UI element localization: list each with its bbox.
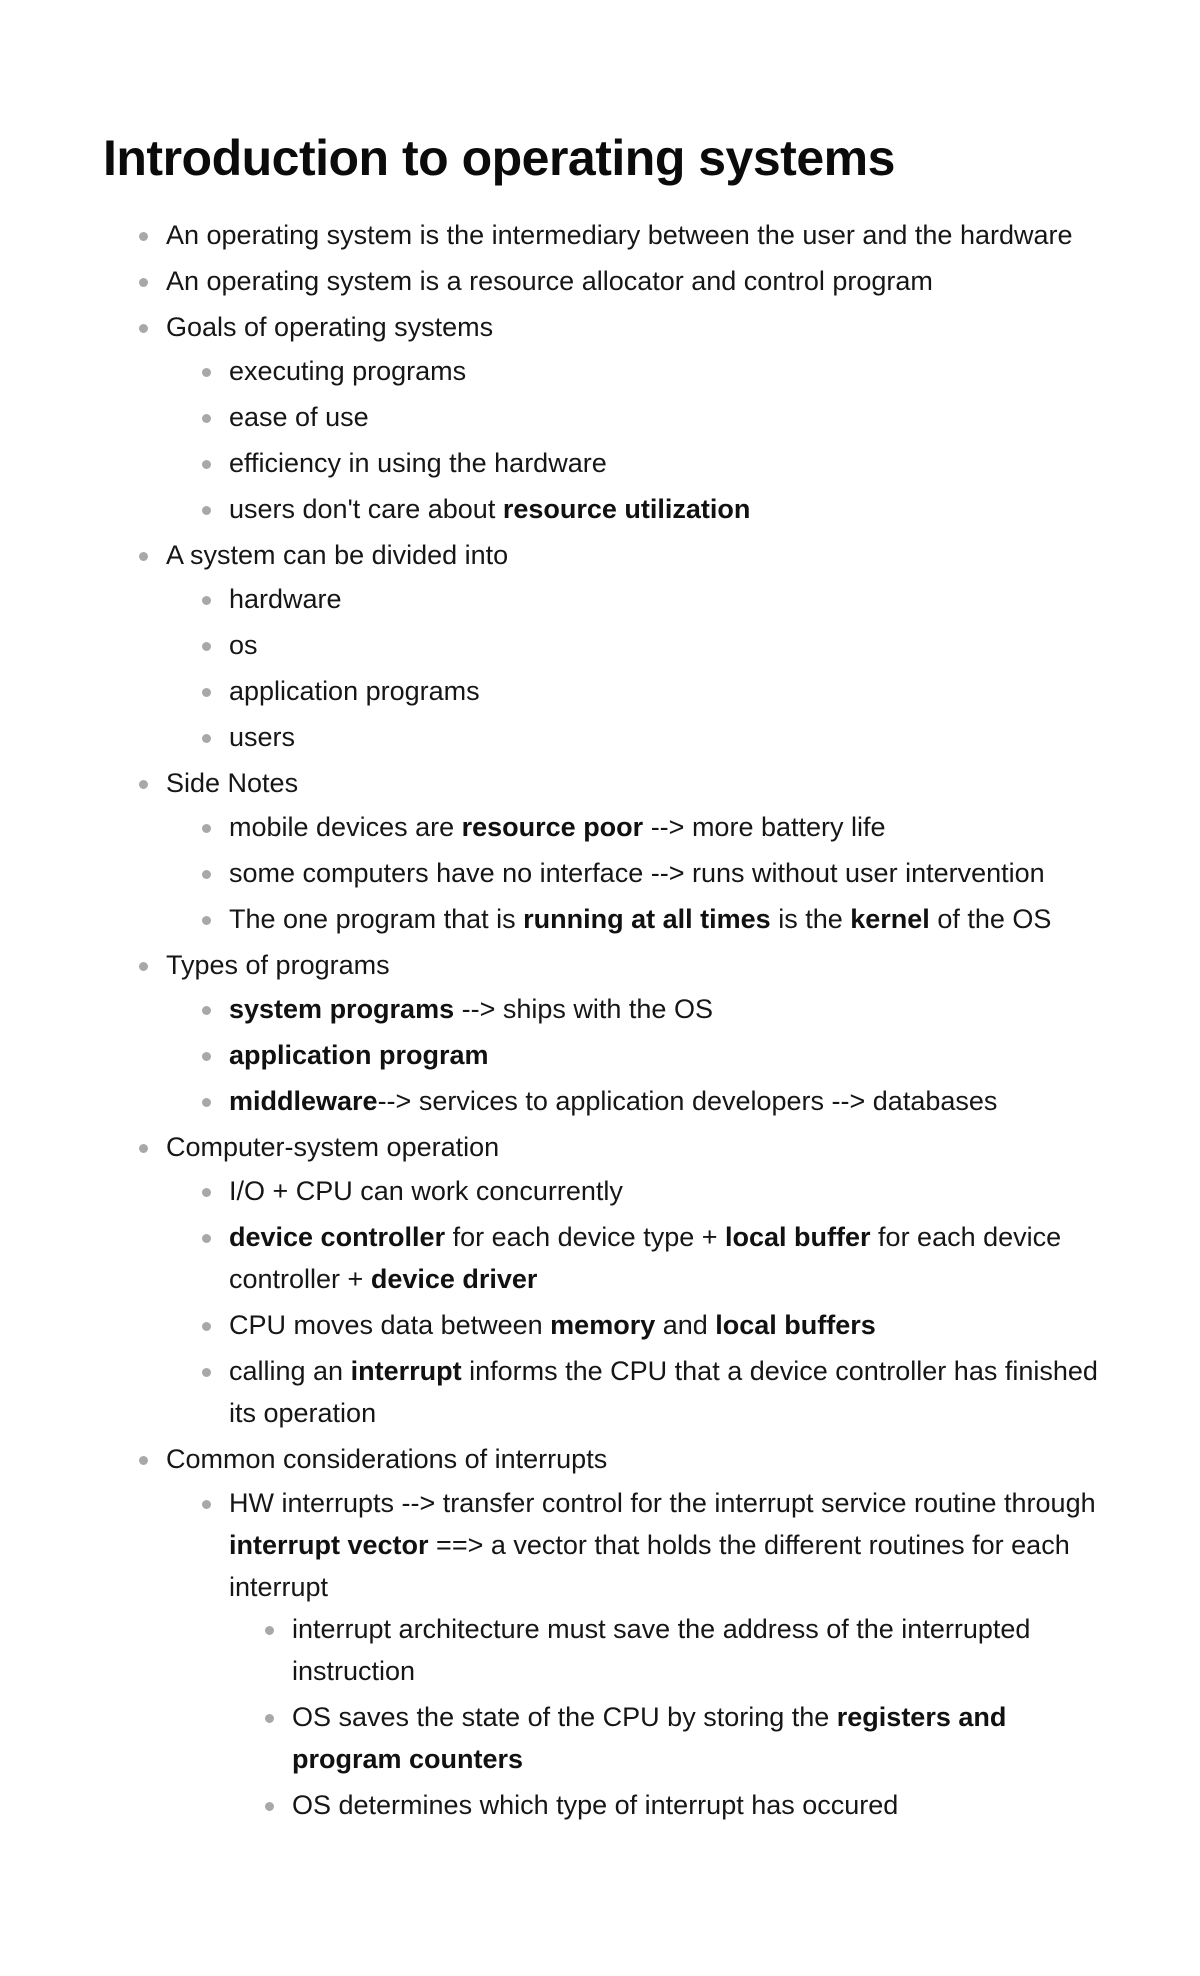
list-item xyxy=(229,1482,1100,1826)
text-segment: os xyxy=(229,630,258,660)
text-segment: Types of programs xyxy=(166,950,390,980)
list-item xyxy=(166,214,1100,256)
bullet-icon xyxy=(202,1322,211,1331)
bullet-icon xyxy=(202,1098,211,1107)
list-item xyxy=(229,624,1100,666)
bold-text: interrupt xyxy=(350,1356,462,1386)
list-item-text xyxy=(166,214,1100,256)
list-item-text xyxy=(229,1304,1100,1346)
list-item-text xyxy=(166,260,1100,302)
list-item xyxy=(166,762,1100,940)
text-segment: mobile devices are xyxy=(229,812,462,842)
list-item-text xyxy=(229,488,1100,530)
text-segment: application programs xyxy=(229,676,480,706)
bold-text: device driver xyxy=(370,1264,538,1294)
outline-list xyxy=(103,214,1100,1826)
list-item-text xyxy=(166,1438,1100,1480)
text-segment: HW interrupts --> transfer control for the interrupt service routine through xyxy=(229,1488,1096,1518)
list-item-text xyxy=(229,1034,1100,1076)
list-item-text xyxy=(229,670,1100,712)
bullet-icon xyxy=(139,232,148,241)
text-segment: is the xyxy=(770,904,851,934)
bold-text: memory xyxy=(550,1310,656,1340)
bullet-icon xyxy=(202,1052,211,1061)
list-item xyxy=(166,260,1100,302)
bullet-icon xyxy=(202,1006,211,1015)
text-segment: informs the CPU that a device controller has finished its operation xyxy=(229,1356,1098,1428)
bold-text: system programs xyxy=(229,994,455,1024)
list-item xyxy=(229,488,1100,530)
bold-text: local buffers xyxy=(715,1310,876,1340)
list-item xyxy=(229,1350,1100,1434)
list-item-text xyxy=(229,898,1100,940)
list-item xyxy=(292,1784,1100,1826)
page-title: Introduction to operating systems xyxy=(103,130,895,186)
nested-list xyxy=(166,578,1100,758)
list-item-text xyxy=(229,578,1100,620)
list-item xyxy=(166,1126,1100,1434)
list-item-text xyxy=(229,1080,1100,1122)
list-item xyxy=(229,1170,1100,1212)
bullet-icon xyxy=(139,278,148,287)
list-item xyxy=(229,1034,1100,1076)
bullet-icon xyxy=(139,1144,148,1153)
text-segment: --> ships with the OS xyxy=(454,994,713,1024)
nested-list xyxy=(166,1482,1100,1826)
text-segment: An operating system is a resource allocator and control program xyxy=(166,266,933,296)
list-item xyxy=(166,306,1100,530)
bullet-icon xyxy=(202,1234,211,1243)
bold-text: device controller xyxy=(229,1222,446,1252)
list-item xyxy=(166,1438,1100,1826)
list-item-text xyxy=(229,716,1100,758)
list-item-text xyxy=(166,534,1100,576)
nested-list xyxy=(166,350,1100,530)
list-item xyxy=(229,442,1100,484)
list-item xyxy=(229,716,1100,758)
bullet-icon xyxy=(202,596,211,605)
list-item xyxy=(229,1216,1100,1300)
text-segment: hardware xyxy=(229,584,342,614)
bold-text: resource poor xyxy=(461,812,644,842)
text-segment: ==> a vector that holds the different routines for each interrupt xyxy=(229,1530,1070,1602)
bullet-icon xyxy=(202,1368,211,1377)
bullet-icon xyxy=(202,506,211,515)
list-item-text xyxy=(166,1126,1100,1168)
list-item xyxy=(229,350,1100,392)
text-segment: of the OS xyxy=(929,904,1052,934)
list-item-text xyxy=(166,306,1100,348)
list-item-text xyxy=(229,1350,1100,1434)
list-item-text xyxy=(292,1608,1100,1692)
text-segment: CPU moves data between xyxy=(229,1310,551,1340)
list-item xyxy=(229,670,1100,712)
bullet-icon xyxy=(202,1500,211,1509)
text-segment: I/O + CPU can work concurrently xyxy=(229,1176,623,1206)
list-item-text xyxy=(166,944,1100,986)
text-segment: ease of use xyxy=(229,402,369,432)
list-item xyxy=(229,1304,1100,1346)
list-item xyxy=(166,534,1100,758)
bullet-icon xyxy=(139,780,148,789)
list-item xyxy=(229,396,1100,438)
text-segment: for each device type + xyxy=(445,1222,726,1252)
bullet-icon xyxy=(202,870,211,879)
bold-text: interrupt vector xyxy=(229,1530,429,1560)
text-segment: some computers have no interface --> runs without user intervention xyxy=(229,858,1045,888)
text-segment: calling an xyxy=(229,1356,351,1386)
text-segment: --> services to application developers --> databases xyxy=(377,1086,998,1116)
nested-list xyxy=(166,988,1100,1122)
list-item-text xyxy=(229,1170,1100,1212)
list-item-text xyxy=(229,1216,1100,1300)
bold-text: registers and program counters xyxy=(292,1702,1007,1774)
bullet-icon xyxy=(202,642,211,651)
list-item-text xyxy=(292,1696,1100,1780)
nested-list xyxy=(229,1608,1100,1826)
text-segment: executing programs xyxy=(229,356,467,386)
text-segment: and xyxy=(655,1310,716,1340)
text-segment: The one program that is xyxy=(229,904,524,934)
list-item xyxy=(292,1696,1100,1780)
list-item xyxy=(229,988,1100,1030)
bullet-icon xyxy=(265,1714,274,1723)
text-segment: Side Notes xyxy=(166,768,299,798)
text-segment: users xyxy=(229,722,296,752)
list-item-text xyxy=(292,1784,1100,1826)
bold-text: running at all times xyxy=(523,904,771,934)
list-item xyxy=(229,578,1100,620)
list-item xyxy=(229,852,1100,894)
bullet-icon xyxy=(265,1626,274,1635)
list-item-text xyxy=(229,988,1100,1030)
list-item xyxy=(229,1080,1100,1122)
text-segment: An operating system is the intermediary between the user and the hardware xyxy=(166,220,1073,250)
bold-text: kernel xyxy=(850,904,930,934)
bold-text: local buffer xyxy=(725,1222,871,1252)
bullet-icon xyxy=(202,916,211,925)
bullet-icon xyxy=(139,324,148,333)
text-segment: users don't care about xyxy=(229,494,503,524)
bullet-icon xyxy=(265,1802,274,1811)
text-segment: Common considerations of interrupts xyxy=(166,1444,608,1474)
text-segment: interrupt architecture must save the address of the interrupted instruction xyxy=(292,1614,1031,1686)
bullet-icon xyxy=(202,734,211,743)
list-item-text xyxy=(229,624,1100,666)
bullet-icon xyxy=(139,552,148,561)
list-item-text xyxy=(229,806,1100,848)
text-segment: Goals of operating systems xyxy=(166,312,494,342)
list-item xyxy=(229,806,1100,848)
text-segment: OS determines which type of interrupt has occured xyxy=(292,1790,899,1820)
bold-text: resource utilization xyxy=(502,494,751,524)
text-segment: A system can be divided into xyxy=(166,540,509,570)
bold-text: application program xyxy=(229,1040,489,1070)
list-item xyxy=(292,1608,1100,1692)
bullet-icon xyxy=(202,1188,211,1197)
list-item-text xyxy=(229,852,1100,894)
bullet-icon xyxy=(202,414,211,423)
text-segment: OS saves the state of the CPU by storing the xyxy=(292,1702,837,1732)
text-segment: efficiency in using the hardware xyxy=(229,448,607,478)
bullet-icon xyxy=(202,824,211,833)
nested-list xyxy=(166,1170,1100,1434)
list-item-text xyxy=(229,442,1100,484)
text-segment: Computer-system operation xyxy=(166,1132,500,1162)
bold-text: middleware xyxy=(229,1086,378,1116)
list-item-text xyxy=(229,396,1100,438)
bullet-icon xyxy=(139,1456,148,1465)
list-item xyxy=(166,944,1100,1122)
bullet-icon xyxy=(202,368,211,377)
list-item-text xyxy=(229,350,1100,392)
bullet-icon xyxy=(202,460,211,469)
bullet-icon xyxy=(202,688,211,697)
nested-list xyxy=(166,806,1100,940)
text-segment: for each device controller + xyxy=(229,1222,1062,1294)
list-item xyxy=(229,898,1100,940)
bullet-icon xyxy=(139,962,148,971)
list-item-text xyxy=(229,1482,1100,1608)
text-segment: --> more battery life xyxy=(643,812,886,842)
list-item-text xyxy=(166,762,1100,804)
